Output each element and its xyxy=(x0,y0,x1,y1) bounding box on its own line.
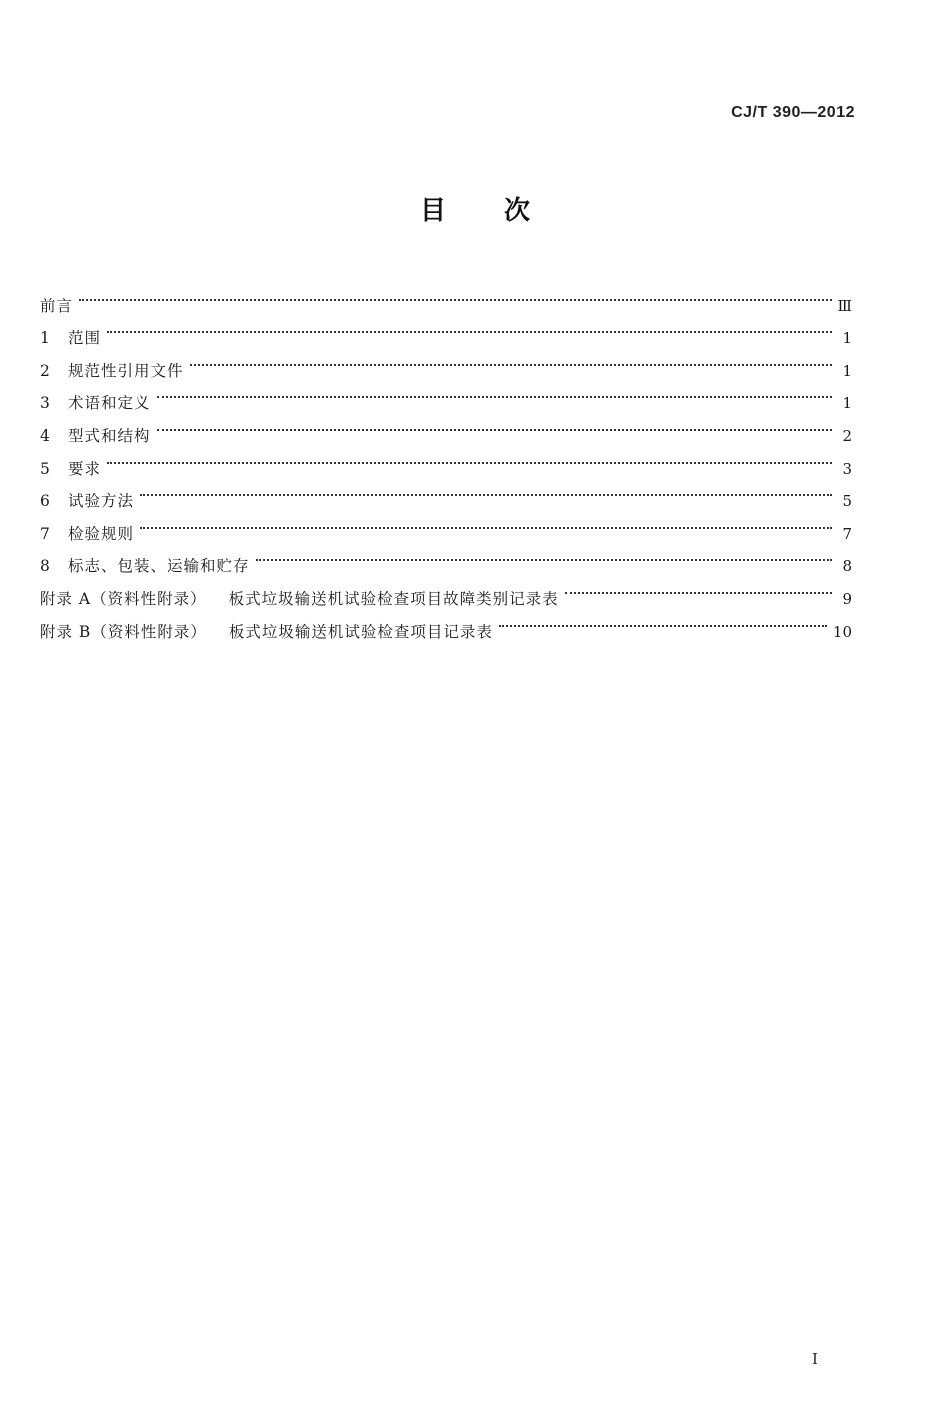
page-number: I xyxy=(812,1350,818,1368)
toc-entry-page: Ⅲ xyxy=(837,296,852,315)
toc-entry-number: 8 xyxy=(40,557,50,576)
toc-leader-dots xyxy=(157,408,832,441)
toc-entry-subtitle: 板式垃圾输送机试验检查项目记录表 xyxy=(228,622,493,641)
toc-entry-title: 试验方法 xyxy=(68,492,135,511)
toc-entry-3[interactable] xyxy=(40,376,852,413)
standard-code: CJ/T 390—2012 xyxy=(731,104,855,121)
toc-entry-5[interactable] xyxy=(40,441,852,478)
toc-entry-4[interactable] xyxy=(40,408,852,445)
toc-title: 目次 xyxy=(419,196,588,226)
toc-leader-dots xyxy=(256,539,832,572)
toc-entry-number: 4 xyxy=(40,426,50,445)
toc-entry-number: 3 xyxy=(40,394,50,413)
toc-entry-page: 1 xyxy=(842,361,852,380)
toc-leader-dots xyxy=(565,571,832,604)
toc-entry-number: 2 xyxy=(40,361,50,380)
toc-entry-1[interactable] xyxy=(40,311,852,348)
toc-leader-dots xyxy=(157,376,832,409)
toc-entry-7[interactable] xyxy=(40,506,852,543)
toc-entry-page: 1 xyxy=(842,329,852,348)
toc-entry-title: 前言 xyxy=(40,296,74,315)
toc-entry-page: 3 xyxy=(842,459,852,478)
toc-entry-page: 10 xyxy=(832,622,852,641)
toc-entry-number: 7 xyxy=(40,524,50,543)
toc-entry-2[interactable] xyxy=(40,343,852,380)
toc-entry-number: 5 xyxy=(40,459,50,478)
toc-entry-8[interactable] xyxy=(40,539,852,576)
toc-leader-dots xyxy=(107,311,832,344)
toc-leader-dots xyxy=(140,474,832,507)
toc-entry-page: 5 xyxy=(842,492,852,511)
toc-entry-title: 术语和定义 xyxy=(68,394,151,413)
toc-entry-foreword[interactable] xyxy=(40,278,852,315)
toc-entry-subtitle: 板式垃圾输送机试验检查项目故障类别记录表 xyxy=(228,589,559,608)
toc-leader-dots xyxy=(140,506,832,539)
toc-leader-dots xyxy=(499,604,827,637)
toc-entry-title: 检验规则 xyxy=(68,524,135,543)
toc-entry-page: 2 xyxy=(842,426,852,445)
toc-entry-title: 规范性引用文件 xyxy=(68,361,184,380)
toc-entry-title: 要求 xyxy=(68,459,102,478)
toc-entry-title: 附录 A（资料性附录） xyxy=(40,589,207,608)
toc-entry-page: 9 xyxy=(842,589,852,608)
toc-leader-dots xyxy=(79,278,832,311)
toc-entry-page: 1 xyxy=(842,394,852,413)
toc-entry-title: 附录 B（资料性附录） xyxy=(40,622,207,641)
toc-entry-6[interactable] xyxy=(40,474,852,511)
toc-leader-dots xyxy=(190,343,832,376)
table-of-contents xyxy=(40,278,852,641)
toc-entry-number: 6 xyxy=(40,492,50,511)
toc-entry-title: 型式和结构 xyxy=(68,426,151,445)
toc-entry-page: 7 xyxy=(842,524,852,543)
toc-entry-number: 1 xyxy=(40,329,50,348)
toc-entry-page: 8 xyxy=(842,557,852,576)
toc-leader-dots xyxy=(107,441,832,474)
toc-entry-title: 标志、包装、运输和贮存 xyxy=(68,557,250,576)
toc-entry-title: 范围 xyxy=(68,329,102,348)
